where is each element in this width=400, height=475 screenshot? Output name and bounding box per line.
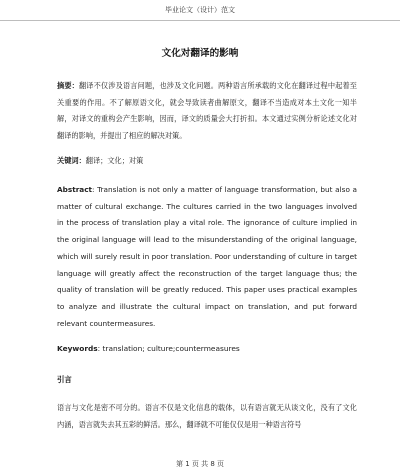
abstract-en-label: Abstract — [57, 185, 93, 194]
section-title-intro: 引言 — [57, 375, 72, 384]
keywords-cn-text: 翻译；文化；对策 — [85, 156, 144, 165]
abstract-cn-text: 翻译不仅涉及语言问题，也涉及文化问题。两种语言所承载的文化在翻译过程中起着至关重要的作用。不了解原语文化，就会导致读者曲解原文，翻译不当造成对本土文化一知半解，对译文的重构会产生影响，因而，译文的质量会大打折扣。本文通过实例分析论述文化对翻译的影响，并提出了相应的解决对策。 — [57, 81, 357, 140]
page-header: 毕业论文（设计）范文 — [0, 0, 400, 21]
keywords-en-label: Keywords — [57, 344, 98, 353]
abstract-cn — [57, 78, 357, 144]
keywords-en-text: : translation; culture;countermeasures — [97, 344, 240, 353]
abstract-cn-label: 摘要： — [57, 81, 79, 90]
keywords-cn-label: 关键词： — [57, 156, 86, 165]
document-title: 文化对翻译的影响 — [161, 48, 239, 59]
keywords-cn — [57, 154, 357, 168]
keywords-en — [57, 342, 357, 356]
page-footer: 第 1 页 共 8 页 — [175, 460, 225, 468]
abstract-en-text: : Translation is not only a matter of language transformation, but also a matter of cultural exchange. The cultures carried in the two languages involved in the process of translation play a vital role. The ignorance of culture implied in the original language will lead to the misunderstanding of the original language, which will surely result in poor translation. Poor understanding of culture in target language will greatly affect the reconstruction of the target language thus; the quality of translation will be greatly reduced. This paper uses practical examples to analyze and illustrate the cultural impact on translation, and put forward relevant countermeasures. — [57, 185, 357, 328]
abstract-en — [57, 182, 357, 332]
intro-paragraph: 语言与文化是密不可分的。语言不仅是文化信息的载体，以有语言就无从谈文化，没有了文化内涵，语言就失去其五彩的鲜活。那么，翻译就不可能仅仅是用一种语言符号 — [57, 403, 357, 429]
